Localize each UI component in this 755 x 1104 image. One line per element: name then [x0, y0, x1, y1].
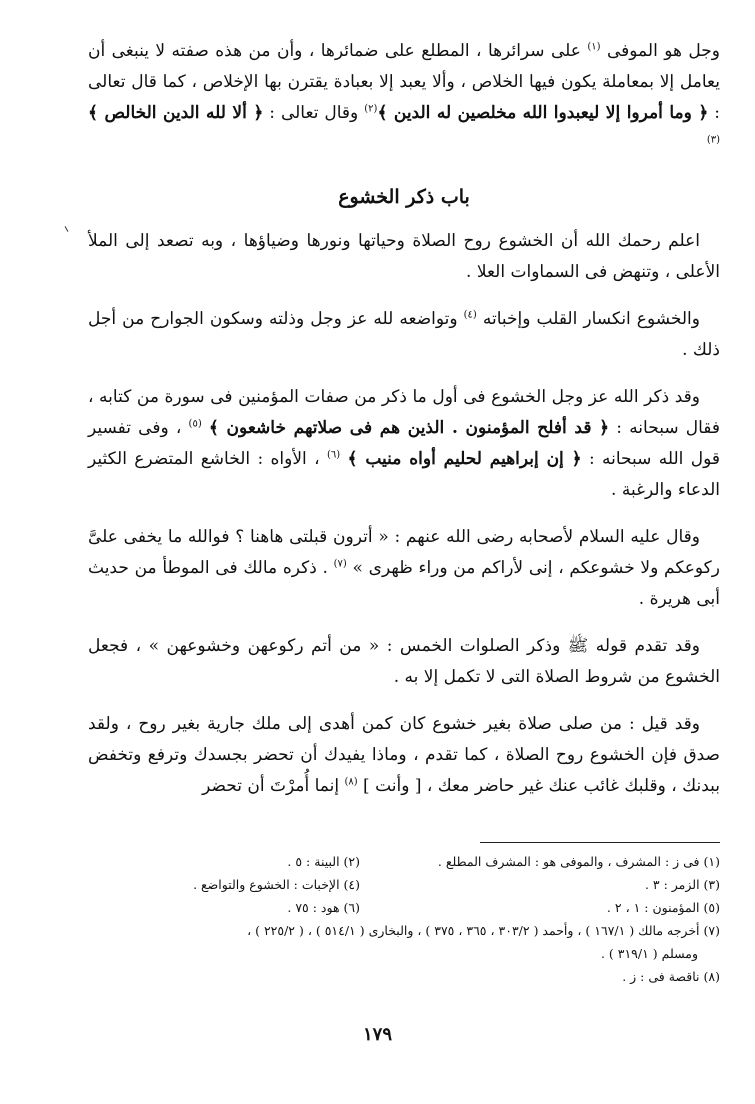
page-number: ١٧٩ [362, 1024, 392, 1045]
paragraph-text: على سرائرها ، المطلع على ضمائرها ، وأن من هذه صفته لا ينبغى أن يعامل إلا بمعاملة يكون فيها الخلاص ، وألا يعبد إلا بعبادة يقترن بها الإخلاص ، كما قال تعالى : [88, 41, 721, 123]
footnote-8: (٨) ناقصة فى : ز . [622, 969, 720, 984]
quran-verse: ﴿ قد أفلح المؤمنون . الذين هم فى صلاتهم خاشعون ﴾ [208, 418, 610, 438]
paragraph-text: وقد ذكر الله عز وجل الخشوع فى أول ما ذكر من صفات المؤمنين فى سورة من كتابه ، فقال سبحانه : [88, 387, 720, 438]
quran-verse: ﴿ ألا لله الدين الخالص ﴾ [88, 103, 264, 123]
paragraph-2: اعلم رحمك الله أن الخشوع روح الصلاة وحياتها ونورها وضياؤها ، وبه تصعد إلى الملأ الأعلى ، وتنهض فى السماوات العلا . [88, 231, 720, 282]
margin-mark [65, 226, 69, 232]
footnote-4: (٤) الإخبات : الخشوع والتواضع . [193, 877, 360, 892]
footnote-row [88, 942, 720, 965]
footnote-1: (١) فى ز : المشرف ، والموفى هو : المشرف المطلع . [437, 854, 720, 869]
quran-verse: ﴿ إن إبراهيم لحليم أواه منيب ﴾ [347, 449, 582, 469]
footnote-ref[interactable]: (٣) [706, 134, 720, 146]
quran-verse: ﴿ وما أمروا إلا ليعبدوا الله مخلصين له الدين ﴾ [377, 103, 709, 123]
footnote-row [88, 919, 720, 942]
main-text [88, 30, 720, 802]
paragraph-text: وجل هو الموفى [600, 41, 720, 61]
footnotes [88, 850, 720, 988]
section-heading: باب ذكر الخشوع [338, 186, 470, 208]
paragraph-text: وقد قيل : من صلى صلاة بغير خشوع كان كمن أهدى إلى ملك جارية بغير روح ، ولقد صدق فإن الخشوع روح الصلاة ، كما تقدم ، وماذا يفيدك أن تحضر بجسدك وترفع وتخفض ببدنك ، وقلبك غائب عنك غير حاضر معك ، [ وأنت ] [88, 714, 720, 796]
footnote-ref[interactable]: (١) [587, 41, 601, 53]
paragraph-5 [88, 522, 720, 615]
footnote-7: (٧) أخرجه مالك ( ١٦٧/١ ) ، وأحمد ( ٣٠٣/٢ ، ٣٦٥ ، ٣٧٥ ) ، والبخارى ( ٥١٤/١ ) ، ( ٢٢٥/٢ ) ، [247, 923, 720, 938]
paragraph-text: وقال تعالى : [263, 103, 365, 123]
footnote-5: (٥) المؤمنون : ١ ، ٢ . [606, 900, 720, 915]
paragraph-text: والخشوع انكسار القلب وإخباته [476, 309, 700, 329]
footnote-3: (٣) الزمر : ٣ . [644, 877, 720, 892]
paragraph-4 [88, 382, 720, 506]
paragraph-text: ، وفى تفسير قول الله سبحانه : [88, 418, 720, 469]
footnote-row [88, 896, 720, 919]
footnote-ref[interactable]: (٥) [188, 418, 202, 430]
footnote-ref[interactable]: (٦) [326, 449, 341, 461]
paragraph-text: ، الأواه : الخاشع المتضرع الكثير الدعاء والرغبة . [88, 449, 720, 500]
paragraph-1 [88, 36, 720, 160]
footnote-ref[interactable]: (٤) [463, 309, 477, 321]
paragraph-7 [88, 709, 720, 802]
footnote-7-continued: ومسلم ( ٣١٩/١ ) . [600, 946, 698, 961]
paragraph-6: وقد تقدم قوله ﷺ وذكر الصلوات الخمس : « من أتم ركوعهن وخشوعهن » ، فجعل الخشوع من شروط الصلاة التى لا تكمل إلا به . [88, 636, 720, 687]
footnote-row [88, 873, 720, 896]
footnote-divider [480, 842, 720, 843]
paragraph-3 [88, 304, 720, 366]
paragraph-text: . ذكره مالك فى الموطأ من حديث أبى هريرة . [88, 558, 720, 609]
footnote-ref[interactable]: (٢) [364, 103, 378, 115]
footnote-ref[interactable]: (٧) [333, 558, 347, 570]
paragraph-text: إنما أُمرْتَ أن تحضر [202, 776, 345, 796]
paragraph-text: وتواضعه لله عز وجل وذلته وسكون الجوارح من أجل ذلك . [88, 309, 720, 360]
footnote-ref[interactable]: (٨) [344, 776, 358, 788]
footnote-6: (٦) هود : ٧٥ . [287, 900, 360, 915]
paragraph-text: وقال عليه السلام لأصحابه رضى الله عنهم : « أترون قبلتى هاهنا ؟ فوالله ما يخفى علىَّ ركوعكم ولا خشوعكم ، إنى لأراكم من وراء ظهرى » [88, 527, 720, 578]
footnote-2: (٢) البينة : ٥ . [287, 854, 360, 869]
footnote-row [88, 850, 720, 873]
footnote-row [88, 965, 720, 988]
